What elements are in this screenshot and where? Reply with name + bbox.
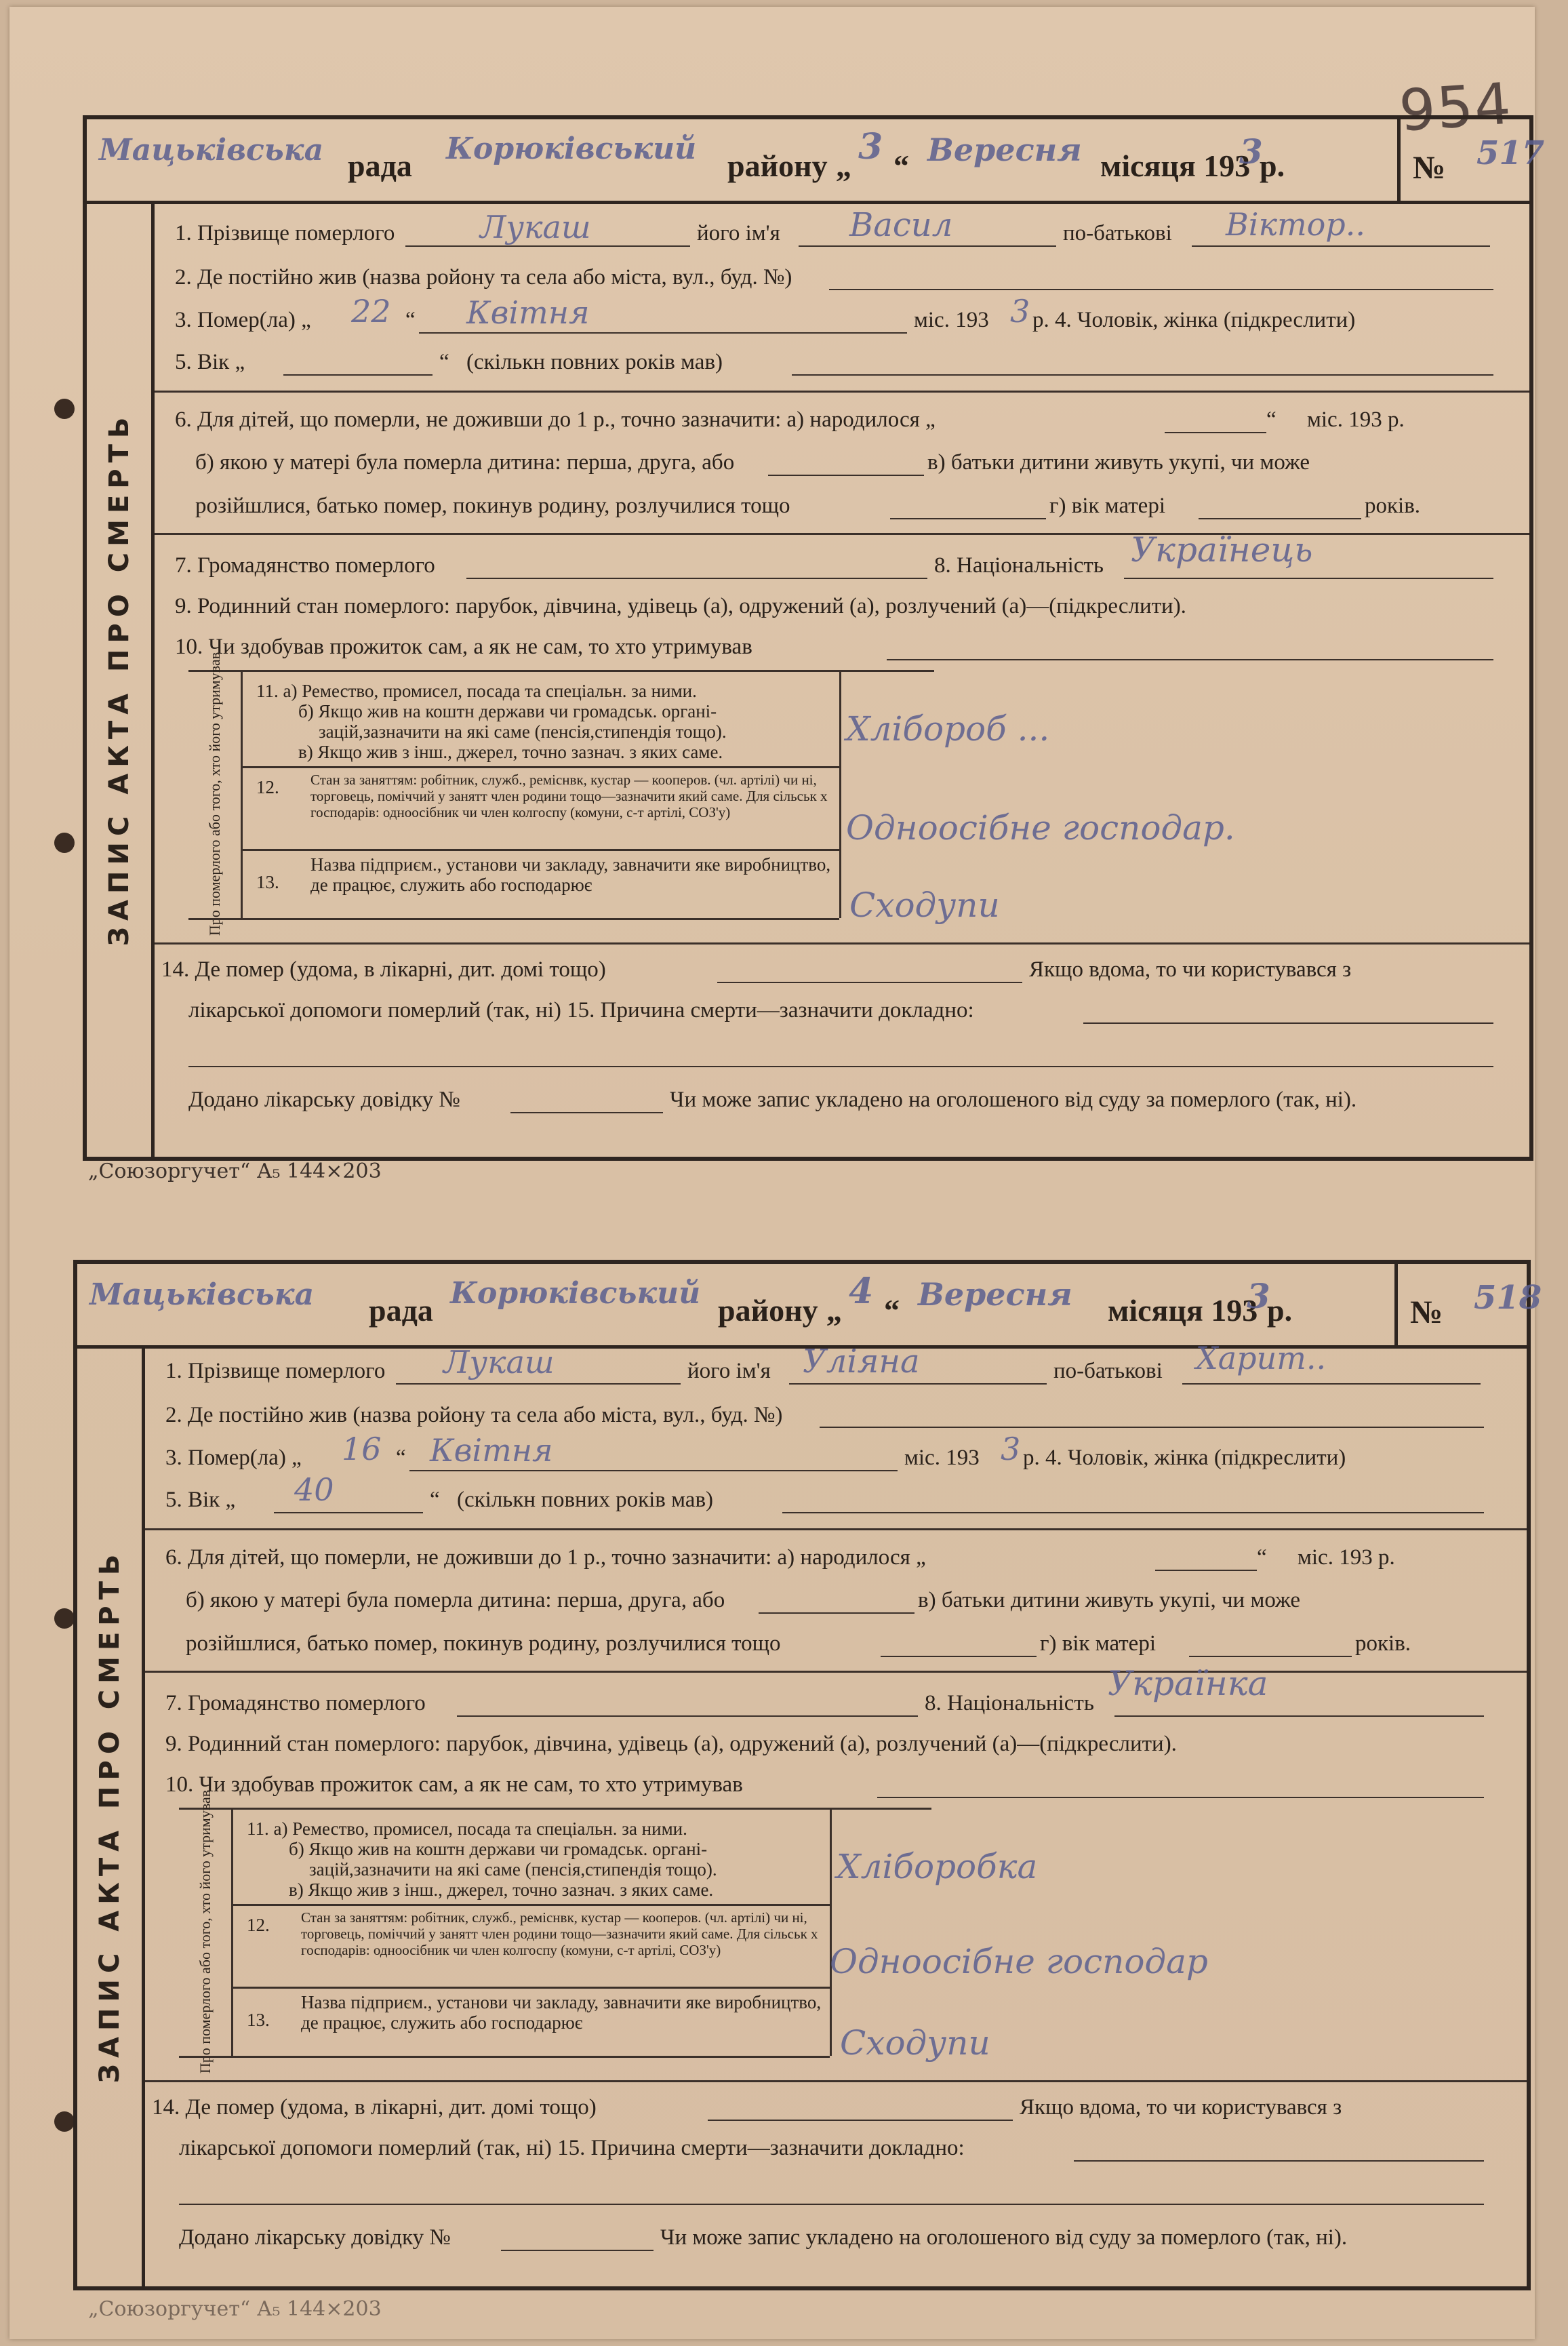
q6b2-label: в) батьки дитини живуть укупі, чи може [918,1588,1301,1612]
died-year-digit: 3 [1010,293,1030,330]
q6a2-label: міс. 193 р. [1298,1545,1395,1570]
q11c-label: в) Якщо жив з інш., джерел, точно зазнач. з яких саме. [289,1880,714,1900]
died-year-digit: 3 [1001,1431,1021,1467]
q16-label: Додано лікарську довідку № [179,2225,451,2250]
q11b-label: б) Якщо жив на коштн держави чи громадськ. органі- [298,701,717,721]
place-of-work: Сходупи [840,2023,990,2063]
q6c3-label: років. [1355,1631,1411,1656]
year-suffix: р. [1260,148,1285,183]
rada-label: рада [369,1293,433,1328]
died-month: Квітня [430,1432,553,1469]
q10-label: 10. Чи здобував прожиток сам, а як не сам, то хто утримував [165,1772,743,1797]
q1c-label: по-батькові [1053,1359,1163,1383]
q11a-label: 11. а) Ремество, промисел, посада та спеціальн. за ними. [256,681,697,701]
record-year-digit: 3 [1247,1276,1270,1316]
form-header: Мацьківська рада Корюківський району „ 3 “ Вересня місяця 193 3 р. № 517 [87,119,1529,204]
patronymic: Віктор.. [1226,206,1365,243]
rada-name: Мацьківська [89,1277,315,1312]
sub-side-text: Про померлого або того, хто його утримував [196,1789,214,2074]
occupation: Хлібороб ... [846,709,1050,749]
q14b-label: Якщо вдома, то чи користувався з [1020,2095,1342,2120]
q6b2-label: в) батьки дитини живуть укупі, чи може [927,450,1310,475]
q11b-label: б) Якщо жив на коштн держави чи громадськ. органі- [289,1839,708,1859]
death-record-form-1: Мацьківська рада Корюківський району „ 3 “ Вересня місяця 193 3 р. № 517 ЗАПИС АКТА ПРО СМЕРТЬ 1. Прізвище померлого Лукаш його ім'я Васил по-батькові Віктор.. 2. Де постійно жив (назва ройону та села або міста, вул., буд. №) 3. Помер(ла) „ 22 “ Квітня міс. 193 3 р. 4. Чоловік, жінка (підкреслити) 5. Вік „ “ (скількн повних років мав) 6. Для дітей, що померли, не доживши до 1 р., точно зазначити: а) народилося „ “ міс. 193 р. б) якою у матері була померла дитина: перша, друга, або в) батьки дитини живуть укупі, чи може розійшлися, батько помер, покинув родину, розлучилися тощо г) вік матері років. 7. Громадянство померлого 8. Національність Українець 9. Родинний стан померлого: парубок, дівчина, удівець (а), одружений (а), розлучений (а)—(підкреслити). 10. Чи здобував прожиток сам, а як не сам, то хто утримував Про померлого або того, хто його утримував 11. а) Ремество, промисел, посада та спеціальн. за ними. б) Якщо жив на коштн держави чи громадськ. органі- зацій,зазначити на які саме (пенсія,стипендія тощо). в) Якщо жив з інш., джерел, точно зазнач. з яких саме. 12. Стан за заняттям: робітник, служб., реміснвк, кустар — кооперов. (чл. артілі) чи ні, торговець, поміччий у занятт член родини тощо—зазначити який саме. Для сільськ х господарів: одноосібник чи член колгоспу (комуни, с-т артілі, СОЗ'у) 13. Назва підприєм., установи чи закладу, завначити яке виробництво, де працює, служить або господарює Хлібороб ... Одноосібне господар. Сходупи 14. Де помер (удома, в лікарні, дит. домі тощо) Якщо вдома, то чи користувався з лікарської допомоги померлий (так, ні) 15. Причина смерти—зазначити докладно: Додано лікарську довідку № Чи може запис укладено на оголошеного від суду за померлого (так, ні). [83,115,1533,1161]
nationality: Українка [1108,1664,1268,1703]
record-year-digit: 3 [1239,132,1263,172]
q3c-label: р. 4. Чоловік, жінка (підкреслити) [1032,308,1356,332]
surname: Лукаш [480,209,591,245]
occupation: Хліборобка [837,1847,1038,1886]
sub-side [179,1789,233,2074]
q13-number: 13. [247,2010,270,2030]
sub-side [188,652,243,936]
rada-name: Мацьківська [99,133,324,167]
rayonu-label: району [727,148,828,183]
q9-label: 9. Родинний стан померлого: парубок, дівчина, удівець (а), одружений (а), розлучений (а)—(підкреслити). [165,1732,1177,1756]
punch-hole [54,2111,75,2132]
printer-imprint-2: „Союзоргучет“ А₅ 144×203 [88,2297,382,2321]
rayon-name: Корюківський [450,1276,701,1311]
q13-label: Назва підприєм., установи чи закладу, завначити яке виробництво, де працює, служить або господарює [310,854,831,895]
died-day: 22 [351,293,391,330]
q6c-label: розійшлися, батько помер, покинув родину, розлучилися тощо [186,1631,781,1656]
died-month: Квітня [466,294,590,331]
place-of-work: Сходупи [849,886,1000,925]
q12-label: Стан за заняттям: робітник, служб., реміснвк, кустар — кооперов. (чл. артілі) чи ні, торговець, поміччий у занятт член родини тощо—зазначити який саме. Для сільськ х господарів: одноосібник чи член колгоспу (комуни, с-т артілі, СОЗ'у) [310,772,828,820]
q6a-label: 6. Для дітей, що померли, не доживши до 1 р., точно зазначити: а) народилося „ [175,407,936,432]
record-number-box [1394,1264,1542,1345]
q5-label: 5. Вік „ [165,1488,236,1512]
q12-number: 12. [256,777,279,797]
first-name: Васил [849,206,953,244]
record-month: Вересня [918,1276,1072,1313]
printer-imprint: „Союзоргучет“ А₅ 144×203 [88,1159,382,1183]
q11b2-label: зацій,зазначити на які саме (пенсія,стипендія тощо). [319,721,727,742]
q1c-label: по-батькові [1063,221,1172,245]
q13-number: 13. [256,872,279,892]
q10-label: 10. Чи здобував прожиток сам, а як не сам, то хто утримував [175,635,752,659]
q8-label: 8. Національність [925,1691,1094,1715]
record-number-box [1397,119,1545,201]
first-name: Уліяна [803,1343,920,1380]
q11c-label: в) Якщо жив з інш., джерел, точно зазнач. з яких саме. [298,742,723,762]
q6c2-label: г) вік матері [1049,494,1165,518]
nationality: Українець [1131,530,1313,570]
q14b-label: Якщо вдома, то чи користувався з [1029,957,1352,982]
status: Одноосібне господар. [846,808,1235,848]
side-title [77,1345,145,2286]
q8-label: 8. Національність [934,553,1104,578]
q15-label: лікарської допомоги померлий (так, ні) 15. Причина смерти—зазначити докладно: [179,2136,965,2160]
month-label: місяця 193 [1100,148,1251,183]
q6c-label: розійшлися, батько помер, покинув родину, розлучилися тощо [195,494,790,518]
q11b2-label: зацій,зазначити на які саме (пенсія,стипендія тощо). [309,1859,717,1880]
year-suffix: р. [1267,1293,1293,1328]
record-number: 518 [1474,1279,1542,1317]
number-label: № [1413,150,1446,186]
q6c2-label: г) вік матері [1040,1631,1156,1656]
q1-label: 1. Прізвище померлого [175,221,395,245]
q1b-label: його ім'я [697,221,780,245]
q6a-label: 6. Для дітей, що померли, не доживши до 1 р., точно зазначити: а) народилося „ [165,1545,926,1570]
q6b-label: б) якою у матері була померла дитина: перша, друга, або [186,1588,725,1612]
q12-number: 12. [247,1915,270,1935]
form-header: Мацьківська рада Корюківський району „ 4 “ Вересня місяця 193 3 р. № 518 [77,1264,1527,1349]
q3c-label: р. 4. Чоловік, жінка (підкреслити) [1023,1446,1346,1470]
age: 40 [294,1471,334,1508]
q16b-label: Чи може запис укладено на оголошеного від суду за померлого (так, ні). [660,2225,1348,2250]
q5b-label: (скількн повних років мав) [466,350,723,374]
punch-hole [54,399,75,419]
q14-label: 14. Де помер (удома, в лікарні, дит. домі тощо) [161,957,606,982]
punch-hole [54,1608,75,1629]
rayonu-label: району [718,1293,818,1328]
q11a-label: 11. а) Ремество, промисел, посада та спеціальн. за ними. [247,1818,687,1839]
q12-label: Стан за заняттям: робітник, служб., реміснвк, кустар — кооперов. (чл. артілі) чи ні, торговець, поміччий у занятт член родини тощо—зазначити який саме. Для сільськ х господарів: одноосібник чи член колгоспу (комуни, с-т артілі, СОЗ'у) [301,1909,818,1958]
q3b-label: міс. 193 [904,1446,980,1470]
q7-label: 7. Громадянство померлого [165,1691,426,1715]
q6c3-label: років. [1365,494,1421,518]
q5-label: 5. Вік „ [175,350,245,374]
record-month: Вересня [927,132,1082,168]
number-label: № [1410,1294,1443,1330]
q7-label: 7. Громадянство померлого [175,553,435,578]
q1-label: 1. Прізвище померлого [165,1359,386,1383]
side-title-text: ЗАПИС АКТА ПРО СМЕРТЬ [103,411,135,947]
q5b-label: (скількн повних років мав) [457,1488,714,1512]
month-label: місяця 193 [1108,1293,1258,1328]
record-day: 3 [858,126,883,167]
patronymic: Харит.. [1196,1340,1327,1376]
q3b-label: міс. 193 [914,308,989,332]
q6a2-label: міс. 193 р. [1307,407,1405,432]
q14-label: 14. Де помер (удома, в лікарні, дит. домі тощо) [152,2095,597,2120]
death-record-form-2: Мацьківська рада Корюківський району „ 4 “ Вересня місяця 193 3 р. № 518 ЗАПИС АКТА ПРО СМЕРТЬ 1. Прізвище померлого Лукаш його ім'я Уліяна по-батькові Харит.. 2. Де постійно жив (назва ройону та села або міста, вул., буд. №) 3. Помер(ла) „ 16 “ Квітня міс. 193 3 р. 4. Чоловік, жінка (підкреслити) 5. Вік „ 40 “ (скількн повних років мав) 6. Для дітей, що померли, не доживши до 1 р., точно зазначити: а) народилося „ “ міс. 193 р. б) якою у матері була померла дитина: перша, друга, або в) батьки дитини живуть укупі, чи може розійшлися, батько помер, покинув родину, розлучилися тощо г) вік матері років. 7. Громадянство померлого 8. Національність Українка 9. Родинний стан померлого: парубок, дівчина, удівець (а), одружений (а), розлучений (а)—(підкреслити). 10. Чи здобував прожиток сам, а як не сам, то хто утримував Про померлого або того, хто його утримував 11. а) Ремество, промисел, посада та спеціальн. за ними. б) Якщо жив на коштн держави чи громадськ. органі- зацій,зазначити на які саме (пенсія,стипендія тощо). в) Якщо жив з інш., джерел, точно зазнач. з яких саме. 12. Стан за заняттям: робітник, служб., реміснвк, кустар — кооперов. (чл. артілі) чи ні, торговець, поміччий у занятт член родини тощо—зазначити який саме. Для сільськ х господарів: одноосібник чи член колгоспу (комуни, с-т артілі, СОЗ'у) 13. Назва підприєм., установи чи закладу, завначити яке виробництво, де працює, служить або господарює Хліборобка Одноосібне господар Сходупи 14. Де помер (удома, в лікарні, дит. домі тощо) Якщо вдома, то чи користувався з лікарської допомоги померлий (так, ні) 15. Причина смерти—зазначити докладно: Додано лікарську довідку № Чи може запис укладено на оголошеного від суду за померлого (так, ні). [73,1260,1531,2290]
side-title [87,201,155,1157]
status: Одноосібне господар [830,1942,1208,1981]
q16-label: Додано лікарську довідку № [188,1088,460,1112]
record-number: 517 [1476,134,1545,172]
q2-label: 2. Де постійно жив (назва ройону та села або міста, вул., буд. №) [175,265,792,290]
q2-label: 2. Де постійно жив (назва ройону та села або міста, вул., буд. №) [165,1403,783,1427]
died-day: 16 [342,1431,382,1467]
q1b-label: його ім'я [687,1359,771,1383]
archive-sheet-number: 954 [1396,70,1514,144]
surname: Лукаш [443,1344,555,1380]
rayon-name: Корюківський [446,132,697,166]
q15-label: лікарської допомоги померлий (так, ні) 15. Причина смерти—зазначити докладно: [188,998,974,1022]
q6b-label: б) якою у матері була померла дитина: перша, друга, або [195,450,735,475]
punch-hole [54,833,75,853]
q16b-label: Чи може запис укладено на оголошеного від суду за померлого (так, ні). [670,1088,1357,1112]
q3-label: 3. Помер(ла) „ [165,1446,302,1470]
side-title-text: ЗАПИС АКТА ПРО СМЕРТЬ [94,1548,125,2084]
q13-label: Назва підприєм., установи чи закладу, завначити яке виробництво, де працює, служить або господарює [301,1992,822,2033]
q3-label: 3. Помер(ла) „ [175,308,311,332]
rada-label: рада [348,148,412,183]
record-day: 4 [849,1271,874,1312]
sub-side-text: Про померлого або того, хто його утримував [205,652,223,936]
q9-label: 9. Родинний стан померлого: парубок, дівчина, удівець (а), одружений (а), розлучений (а)—(підкреслити). [175,594,1186,618]
